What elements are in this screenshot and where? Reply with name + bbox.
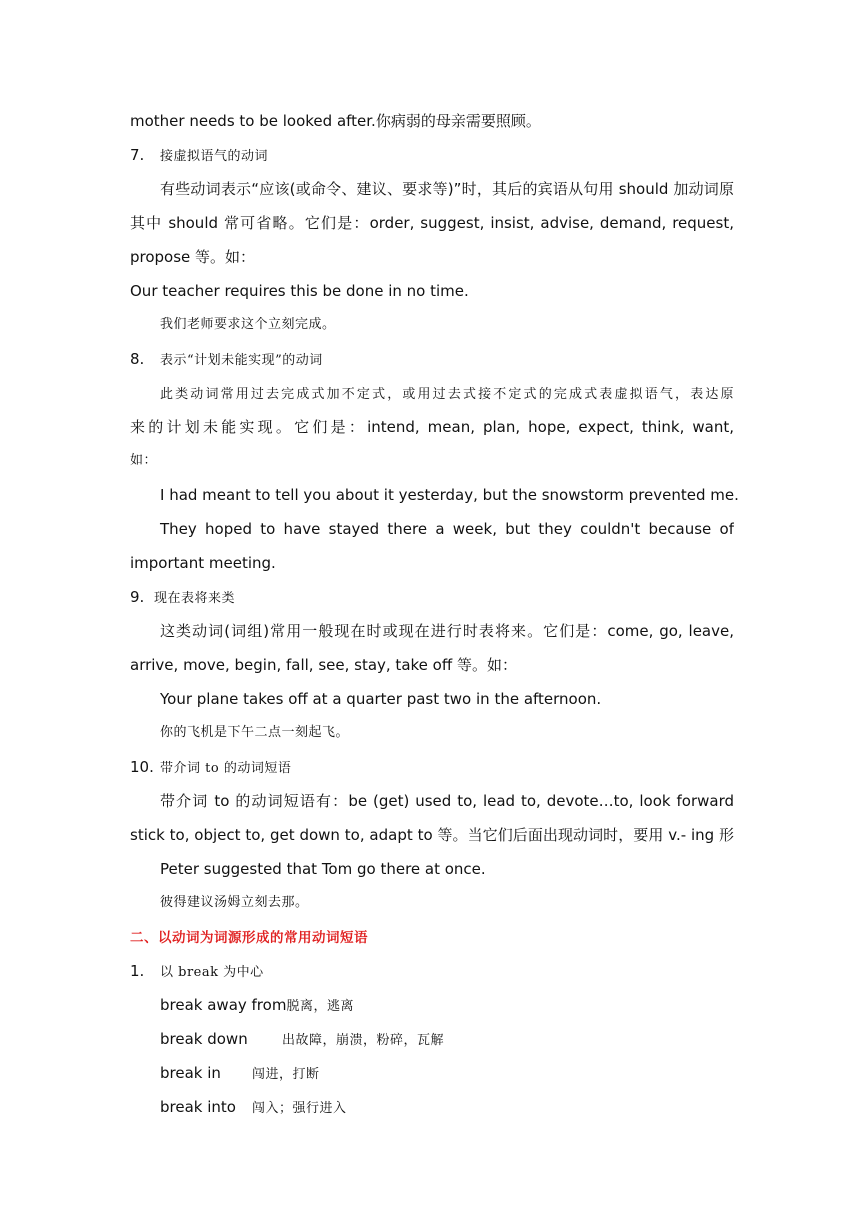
item-number: 7. xyxy=(130,146,145,164)
example-translation xyxy=(130,308,734,342)
text-line: 如： xyxy=(130,453,158,468)
heading-title: 接虚拟语气的动词 xyxy=(160,149,269,164)
phrase-row xyxy=(130,1090,734,1124)
example-english: Peter suggested that Tom go there at once. xyxy=(160,860,486,878)
example-chinese: 彼得建议汤姆立刻去那。 xyxy=(160,895,309,910)
text-line: 这类动词(词组)常用一般现在时或现在进行时表将来。它们是：come, go, leave, xyxy=(160,622,734,640)
heading-8 xyxy=(130,342,734,376)
phrase-definition: 脱离，逃离 xyxy=(286,999,354,1014)
example-sentence xyxy=(130,512,734,546)
phrase-row xyxy=(130,1056,734,1090)
phrase-definition: 闯入；强行进入 xyxy=(252,1101,347,1116)
text-line: propose 等。如： xyxy=(130,248,256,266)
heading-title: 表示“计划未能实现”的动词 xyxy=(160,353,323,368)
document-page xyxy=(130,104,739,1124)
paragraph-line xyxy=(130,784,734,818)
phrase-term: break in xyxy=(160,1064,221,1082)
section-title: 二、以动词为词源形成的常用动词短语 xyxy=(130,930,368,946)
phrase-term: break down xyxy=(160,1030,248,1048)
example-sentence xyxy=(130,682,734,716)
phrase-definition: 出故障，崩溃，粉碎，瓦解 xyxy=(282,1033,445,1048)
text-line: 来的计划未能实现。它们是：intend, mean, plan, hope, expect, think, want, xyxy=(130,418,734,436)
example-chinese: 我们老师要求这个立刻完成。 xyxy=(160,317,336,332)
example-sentence xyxy=(130,546,734,580)
paragraph-line xyxy=(130,376,734,410)
text-line: arrive, move, begin, fall, see, stay, take off 等。如： xyxy=(130,656,517,674)
heading-title: 以 break 为中心 xyxy=(160,965,264,980)
heading-9 xyxy=(130,580,734,614)
example-english: Your plane takes off at a quarter past two in the afternoon. xyxy=(160,690,602,708)
phrase-row xyxy=(130,1022,734,1056)
item-number: 1. xyxy=(130,962,145,980)
text-line: 带介词 to 的动词短语有：be (get) used to, lead to, devote…to, look forward xyxy=(160,792,734,810)
text-line: mother needs to be looked after.你病弱的母亲需要照顾。 xyxy=(130,112,541,130)
paragraph-line xyxy=(130,614,734,648)
item-number: 9. xyxy=(130,588,145,606)
example-english: They hoped to have stayed there a week, but they couldn't because of xyxy=(160,520,734,538)
heading-title: 带介词 to 的动词短语 xyxy=(160,761,292,776)
paragraph-line xyxy=(130,648,734,682)
example-sentence xyxy=(130,852,734,886)
paragraph-line xyxy=(130,444,734,478)
item-number: 10. xyxy=(130,758,154,776)
example-chinese: 你的飞机是下午二点一刻起飞。 xyxy=(160,725,350,740)
example-english: important meeting. xyxy=(130,554,276,572)
phrase-definition: 闯进，打断 xyxy=(252,1067,320,1082)
paragraph-line xyxy=(130,410,734,444)
phrase-term: break into xyxy=(160,1098,236,1116)
example-translation xyxy=(130,716,734,750)
example-translation xyxy=(130,886,734,920)
paragraph-line xyxy=(130,240,734,274)
heading-title: 现在表将来类 xyxy=(154,591,236,606)
paragraph-line xyxy=(130,104,734,138)
example-english: Our teacher requires this be done in no time. xyxy=(130,282,469,300)
heading-10 xyxy=(130,750,734,784)
heading-sub-1 xyxy=(130,954,734,988)
paragraph-line xyxy=(130,206,734,240)
section-heading xyxy=(130,920,734,954)
paragraph-line xyxy=(130,172,734,206)
item-number: 8. xyxy=(130,350,145,368)
example-sentence xyxy=(130,274,734,308)
text-line: 此类动词常用过去完成式加不定式，或用过去式接不定式的完成式表虚拟语气，表达原 xyxy=(160,387,734,402)
example-sentence xyxy=(130,478,739,512)
phrase-row xyxy=(130,988,734,1022)
text-line: 有些动词表示“应该(或命令、建议、要求等)”时，其后的宾语从句用 should 加动词原 xyxy=(160,180,734,198)
paragraph-line xyxy=(130,818,734,852)
text-line: 其中 should 常可省略。它们是：order, suggest, insist, advise, demand, request, xyxy=(130,214,734,232)
phrase-term: break away from xyxy=(160,996,287,1014)
text-line: stick to, object to, get down to, adapt to 等。当它们后面出现动词时，要用 v.- ing 形 xyxy=(130,826,734,844)
heading-7 xyxy=(130,138,734,172)
example-english: I had meant to tell you about it yesterday, but the snowstorm prevented me. xyxy=(160,486,739,504)
